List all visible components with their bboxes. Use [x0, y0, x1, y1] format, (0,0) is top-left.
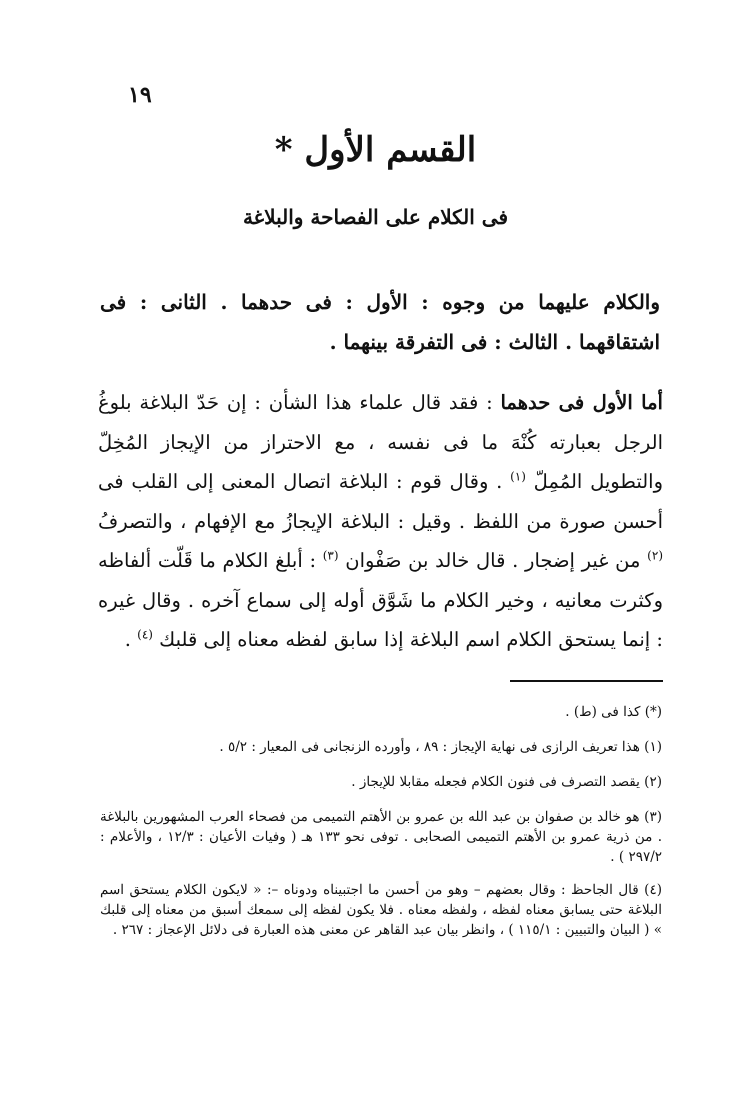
footnotes	[100, 702, 662, 955]
footnote-ref[interactable]: (١)	[510, 469, 526, 484]
footnote-ref[interactable]: (٢)	[647, 548, 663, 563]
paragraph-text: . وقال قوم : البلاغة اتصال المعنى إلى القلب فى أحسن صورة من اللفظ . وقيل : البلاغة الإيجازُ مع الإفهام ، والتصرفُ	[98, 470, 663, 533]
footnote: (٤) قال الجاحظ : وقال بعضهم – وهو من أحسن ما اجتبيناه ودوناه –: « لايكون الكلام يستحق اسم البلاغة حتى يسابق معناه لفظه ، ولفظه معناه . فلا يكون لفظه إلى سمعك أسبق من معناه إلى قلبك » ( البيان والتبيين : ١١٥/١ ) ، وانظر بيان عبد القاهر عن معنى هذه العبارة فى دلائل الإعجاز : ٢٦٧ .	[100, 882, 662, 938]
paragraph-text: من غير إضجار . قال خالد بن صَفْوان	[338, 549, 648, 572]
intro-paragraph: والكلام عليهما من وجوه : الأول : فى حدهما . الثانى : فى اشتقاقهما . الثالث : فى التفرقة بينهما .	[100, 290, 660, 354]
paragraph-text: : أبلغ الكلام ما قَلّت ألفاظه وكثرت معانيه ، وخير الكلام ما شَوَّق أوله إلى سماع آخره . وقال غيره : إنما يستحق الكلام اسم البلاغة إذا سابق لفظه معناه إلى قلبك	[98, 549, 663, 651]
footnote-ref[interactable]: (٤)	[137, 627, 153, 642]
footnote: (*) كذا فى (ط) .	[565, 704, 662, 720]
footnote: (٢) يقصد التصرف فى فنون الكلام فجعله مقابلا للإيجاز .	[351, 774, 662, 790]
paragraph-text: .	[124, 628, 138, 651]
footnote-ref[interactable]: (٣)	[322, 548, 339, 563]
paragraph-text: : فقد قال علماء هذا الشأن : إن حَدّ البلاغة بلوغُ الرجل بعبارته كُنْهَ ما فى نفسه ، مع الاحتراز من الإيجاز المُخِلّ والتطويل المُمِلّ	[98, 391, 664, 493]
main-paragraph	[98, 383, 663, 660]
footnote: (١) هذا تعريف الرازى فى نهاية الإيجاز : ٨٩ ، وأورده الزنجانى فى المعيار : ٥/٢ .	[219, 739, 662, 755]
page-number: ١٩	[128, 82, 152, 108]
section-subtitle: فى الكلام على الفصاحة والبلاغة	[242, 205, 509, 229]
section-title: القسم الأول *	[274, 130, 477, 170]
footnote: (٣) هو خالد بن صفوان بن عبد الله بن عمرو بن الأهتم التميمى من فصحاء العرب المشهورين بالبلاغة . من ذرية عمرو بن الأهتم التميمى الصحابى . توفى نحو ١٣٣ هـ ( وفيات الأعيان : ١٢/٣ ، والأعلام : ٢٩٧/٢ ) .	[100, 809, 662, 865]
footnote-divider	[510, 680, 663, 682]
lead-heading: أما الأول فى حدهما	[500, 391, 663, 414]
